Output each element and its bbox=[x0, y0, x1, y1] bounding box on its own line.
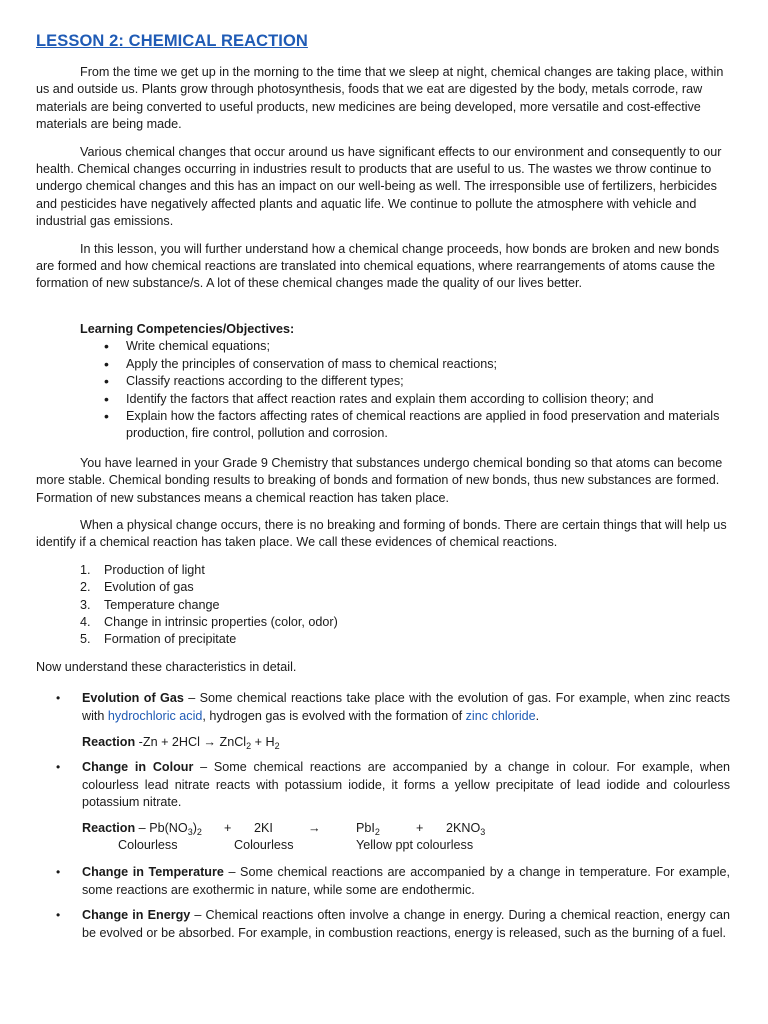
gas-reaction-equation: Reaction -Zn + 2HCl → ZnCl$_2$ + $H_2$ bbox=[82, 735, 280, 751]
reaction-row: Reaction – $Pb(NO_3)_2$ + 2KI → PbI$_2$ + $2KNO_3$ bbox=[82, 820, 486, 837]
characteristic-gas bbox=[36, 690, 730, 751]
reaction-label-row: Colourless Colourless Yellow ppt colourless bbox=[118, 838, 474, 853]
evidence-number: 3. bbox=[80, 597, 91, 612]
hydrochloric-acid-link[interactable]: hydrochloric acid bbox=[107, 708, 203, 723]
evidence-item bbox=[80, 579, 730, 596]
bullet-icon: • bbox=[56, 908, 61, 923]
temperature-term: Change in Temperature bbox=[82, 865, 224, 880]
evidence-text: Change in intrinsic properties (color, odor) bbox=[104, 614, 338, 629]
section-intro: Now understand these characteristics in detail. bbox=[36, 659, 297, 674]
evidence-text: Evolution of gas bbox=[104, 580, 194, 595]
evidence-text: Temperature change bbox=[104, 597, 220, 612]
arrow-icon: → bbox=[308, 820, 321, 835]
intro-paragraph-2: Various chemical changes that occur around us have significant effects to our environment and consequently to our health. Chemical changes occurring in industries result to products that are useful to us. The wastes we throw continue to undergo chemical changes and this has an impact on our well-being as well. The irresponsible use of fertilizers, herbicides and pesticides have negatively affected plants and aquatic life. We continue to pollute the atmosphere with vehicle and industrial gas emissions. bbox=[36, 144, 722, 229]
evidence-number: 2. bbox=[80, 580, 91, 595]
evidence-number: 1. bbox=[80, 562, 91, 577]
body-paragraph-5: When a physical change occurs, there is no breaking and forming of bonds. There are certain things that will help us identify if a chemical reaction has taken place. We call these evidences of chemical reactions. bbox=[36, 517, 727, 550]
intro-paragraph-3: In this lesson, you will further understand how a chemical change proceeds, how bonds are broken and new bonds are formed and how chemical reactions are translated into chemical equations, where rearrangements of atoms cause the formation of new substance/s. A lot of these chemical changes made the quality of our lives better. bbox=[36, 241, 720, 291]
temperature-description: Change in Temperature – Some chemical reactions are accompanied by a change in temperature. For example, some reactions are exothermic in nature, while some are endothermic. bbox=[82, 865, 731, 897]
page-title: LESSON 2: CHEMICAL REACTION bbox=[36, 32, 308, 50]
colour-term: Change in Colour bbox=[82, 760, 194, 775]
evidence-item bbox=[80, 614, 730, 631]
bullet-icon: • bbox=[56, 760, 61, 775]
gas-term: Evolution of Gas bbox=[82, 691, 184, 706]
evidence-number: 5. bbox=[80, 632, 91, 647]
competencies-list bbox=[36, 338, 730, 442]
evidence-list bbox=[36, 562, 730, 649]
energy-description: Change in Energy – Chemical reactions often involve a change in energy. During a chemical reaction, energy can be evolved or be absorbed. For example, in combustion reactions, energy is released, such as the burning of a fuel. bbox=[82, 908, 730, 940]
intro-paragraph-1: From the time we get up in the morning to the time that we sleep at night, chemical changes are taking place, within us and outside us. Plants grow through photosynthesis, foods that we eat are digested by the body, metals corrode, raw materials are being converted to useful products, new medicines are being developed, more versatile and cost-effective materials are being made. bbox=[36, 65, 724, 132]
colour-reaction-table bbox=[82, 820, 485, 855]
evidence-item bbox=[80, 631, 730, 648]
competency-item: • Identify the factors that affect reaction rates and explain them according to collision theory; and bbox=[126, 391, 730, 408]
bullet-icon: • bbox=[56, 691, 61, 706]
competencies-heading: Learning Competencies/Objectives: bbox=[80, 321, 295, 336]
characteristic-temperature bbox=[36, 864, 730, 899]
gas-description: Evolution of Gas – Some chemical reactions take place with the evolution of gas. For example, when zinc reacts with hydrochloric acid, hydrogen gas is evolved with the formation of zinc chloride. bbox=[82, 691, 730, 723]
bullet-icon: • bbox=[56, 865, 61, 880]
evidence-item bbox=[80, 597, 730, 614]
competency-item: • Classify reactions according to the different types; bbox=[126, 373, 730, 390]
evidence-text: Formation of precipitate bbox=[104, 632, 237, 647]
spacer bbox=[36, 303, 730, 321]
characteristic-energy bbox=[36, 907, 730, 942]
zinc-chloride-link[interactable]: zinc chloride bbox=[465, 708, 536, 723]
competency-item: • Apply the principles of conservation of mass to chemical reactions; bbox=[126, 356, 730, 373]
evidence-text: Production of light bbox=[104, 562, 205, 577]
competency-item: • Explain how the factors affecting rates of chemical reactions are applied in food preservation and materials production, fire control, pollution and corrosion. bbox=[126, 408, 730, 443]
evidence-number: 4. bbox=[80, 614, 91, 629]
colour-description: Change in Colour – Some chemical reactions are accompanied by a change in colour. For example, when colourless lead nitrate reacts with potassium iodide, it forms a yellow precipitate of lead iodide and colourless potassium nitrate. bbox=[82, 760, 730, 810]
energy-term: Change in Energy bbox=[82, 908, 191, 923]
competency-item: • Write chemical equations; bbox=[126, 338, 730, 355]
characteristic-colour bbox=[36, 759, 730, 854]
evidence-item bbox=[80, 562, 730, 579]
body-paragraph-4: You have learned in your Grade 9 Chemistry that substances undergo chemical bonding so that atoms can become more stable. Chemical bonding results to breaking of bonds and formation of new bonds, thus new substances are formed. Formation of new substances means a chemical reaction has taken place. bbox=[36, 455, 723, 505]
